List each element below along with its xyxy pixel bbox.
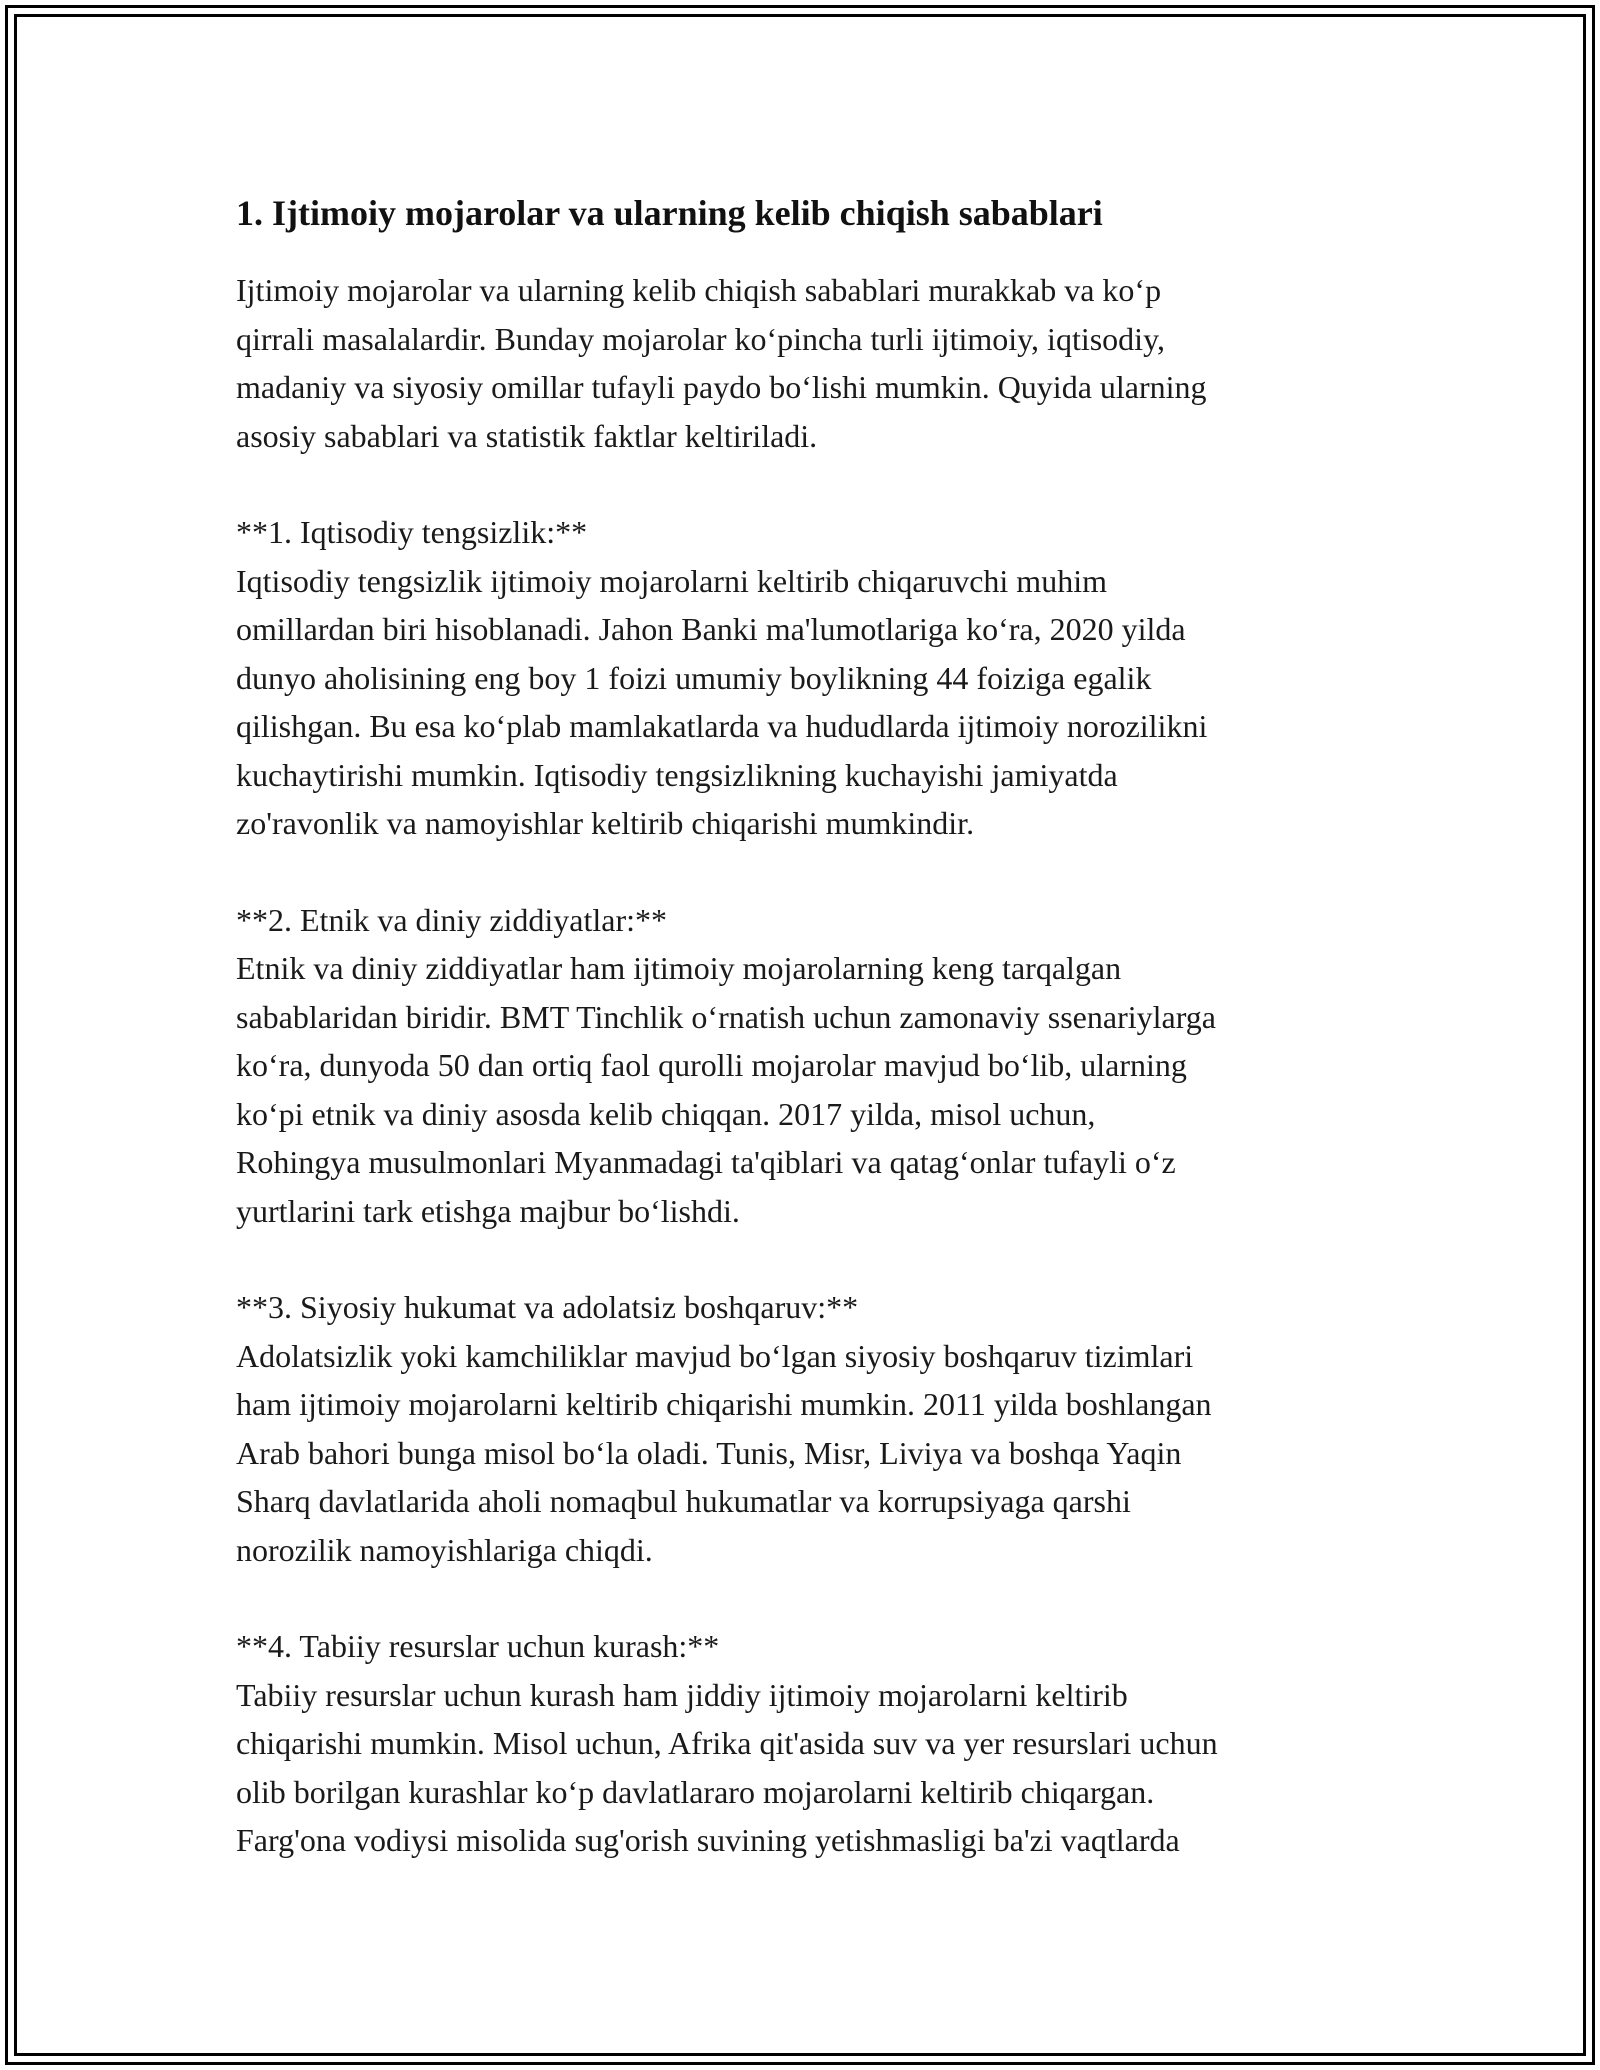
section-natural-resources [236,1622,1376,1865]
paragraph-line: chiqarishi mumkin. Misol uchun, Afrika qit'asida suv va yer resurslari uchun [236,1725,1218,1761]
section-heading: **1. Iqtisodiy tengsizlik:** [236,514,588,550]
section-heading: **2. Etnik va diniy ziddiyatlar:** [236,901,668,938]
paragraph-line: yurtlarini tark etishga majbur bo‘lishdi. [236,1192,740,1229]
paragraph-line: kuchaytirishi mumkin. Iqtisodiy tengsizlikning kuchayishi jamiyatda [236,756,1118,793]
paragraph-line: qilishgan. Bu esa ko‘plab mamlakatlarda va hududlarda ijtimoiy norozilikni [236,708,1208,744]
paragraph-line: dunyo aholisining eng boy 1 foizi umumiy boylikning 44 foiziga egalik [236,659,1152,696]
paragraph-line: ko‘ra, dunyoda 50 dan ortiq faol qurolli mojarolar mavjud bo‘lib, ularning [236,1047,1187,1083]
page-title: 1. Ijtimoiy mojarolar va ularning kelib chiqish sabablari [236,193,1103,233]
paragraph-line: Tabiiy resurslar uchun kurash ham jiddiy ijtimoiy mojarolarni keltirib [236,1676,1128,1713]
section-ethnic-religious-conflicts [236,896,1376,1236]
paragraph-line: Arab bahori bunga misol bo‘la oladi. Tunis, Misr, Liviya va boshqa Yaqin [236,1434,1182,1471]
intro-line: Ijtimoiy mojarolar va ularning kelib chiqish sabablari murakkab va ko‘p [236,272,1162,308]
section-political-governance [236,1283,1376,1574]
section-paragraph [236,944,1376,1235]
paragraph-line: norozilik namoyishlariga chiqdi. [236,1531,653,1568]
document-body [236,186,1376,1865]
intro-line: qirrali masalalardir. Bunday mojarolar ko‘pincha turli ijtimoiy, iqtisodiy, [236,320,1165,357]
paragraph-line: omillardan biri hisoblanadi. Jahon Banki ma'lumotlariga ko‘ra, 2020 yilda [236,611,1186,647]
paragraph-line: sabablaridan biridir. BMT Tinchlik o‘rnatish uchun zamonaviy ssenariylarga [236,998,1216,1035]
paragraph-line: olib borilgan kurashlar ko‘p davlatlararo mojarolarni keltirib chiqargan. [236,1773,1155,1810]
section-paragraph [236,1332,1376,1575]
paragraph-line: ko‘pi etnik va diniy asosda kelib chiqqan. 2017 yilda, misol uchun, [236,1095,1096,1132]
paragraph-line: Farg'ona vodiysi misolida sug'orish suvining yetishmasligi ba'zi vaqtlarda [236,1822,1180,1858]
section-paragraph [236,557,1376,848]
section-heading: **3. Siyosiy hukumat va adolatsiz boshqaruv:** [236,1289,859,1325]
paragraph-line: Iqtisodiy tengsizlik ijtimoiy mojarolarni keltirib chiqaruvchi muhim [236,562,1107,599]
section-heading: **4. Tabiiy resurslar uchun kurash:** [236,1628,720,1664]
section-economic-inequality [236,508,1376,848]
section-paragraph [236,1671,1376,1865]
intro-line: asosiy sabablari va statistik faktlar keltiriladi. [236,417,818,454]
intro-paragraph [236,266,1376,460]
paragraph-line: Rohingya musulmonlari Myanmadagi ta'qiblari va qatag‘onlar tufayli o‘z [236,1144,1176,1180]
paragraph-line: Sharq davlatlarida aholi nomaqbul hukumatlar va korrupsiyaga qarshi [236,1483,1131,1519]
paragraph-line: zo'ravonlik va namoyishlar keltirib chiqarishi mumkindir. [236,805,975,841]
paragraph-line: ham ijtimoiy mojarolarni keltirib chiqarishi mumkin. 2011 yilda boshlangan [236,1386,1212,1422]
paragraph-line: Adolatsizlik yoki kamchiliklar mavjud bo‘lgan siyosiy boshqaruv tizimlari [236,1337,1194,1374]
intro-line: madaniy va siyosiy omillar tufayli paydo bo‘lishi mumkin. Quyida ularning [236,369,1207,405]
paragraph-line: Etnik va diniy ziddiyatlar ham ijtimoiy mojarolarning keng tarqalgan [236,950,1122,986]
